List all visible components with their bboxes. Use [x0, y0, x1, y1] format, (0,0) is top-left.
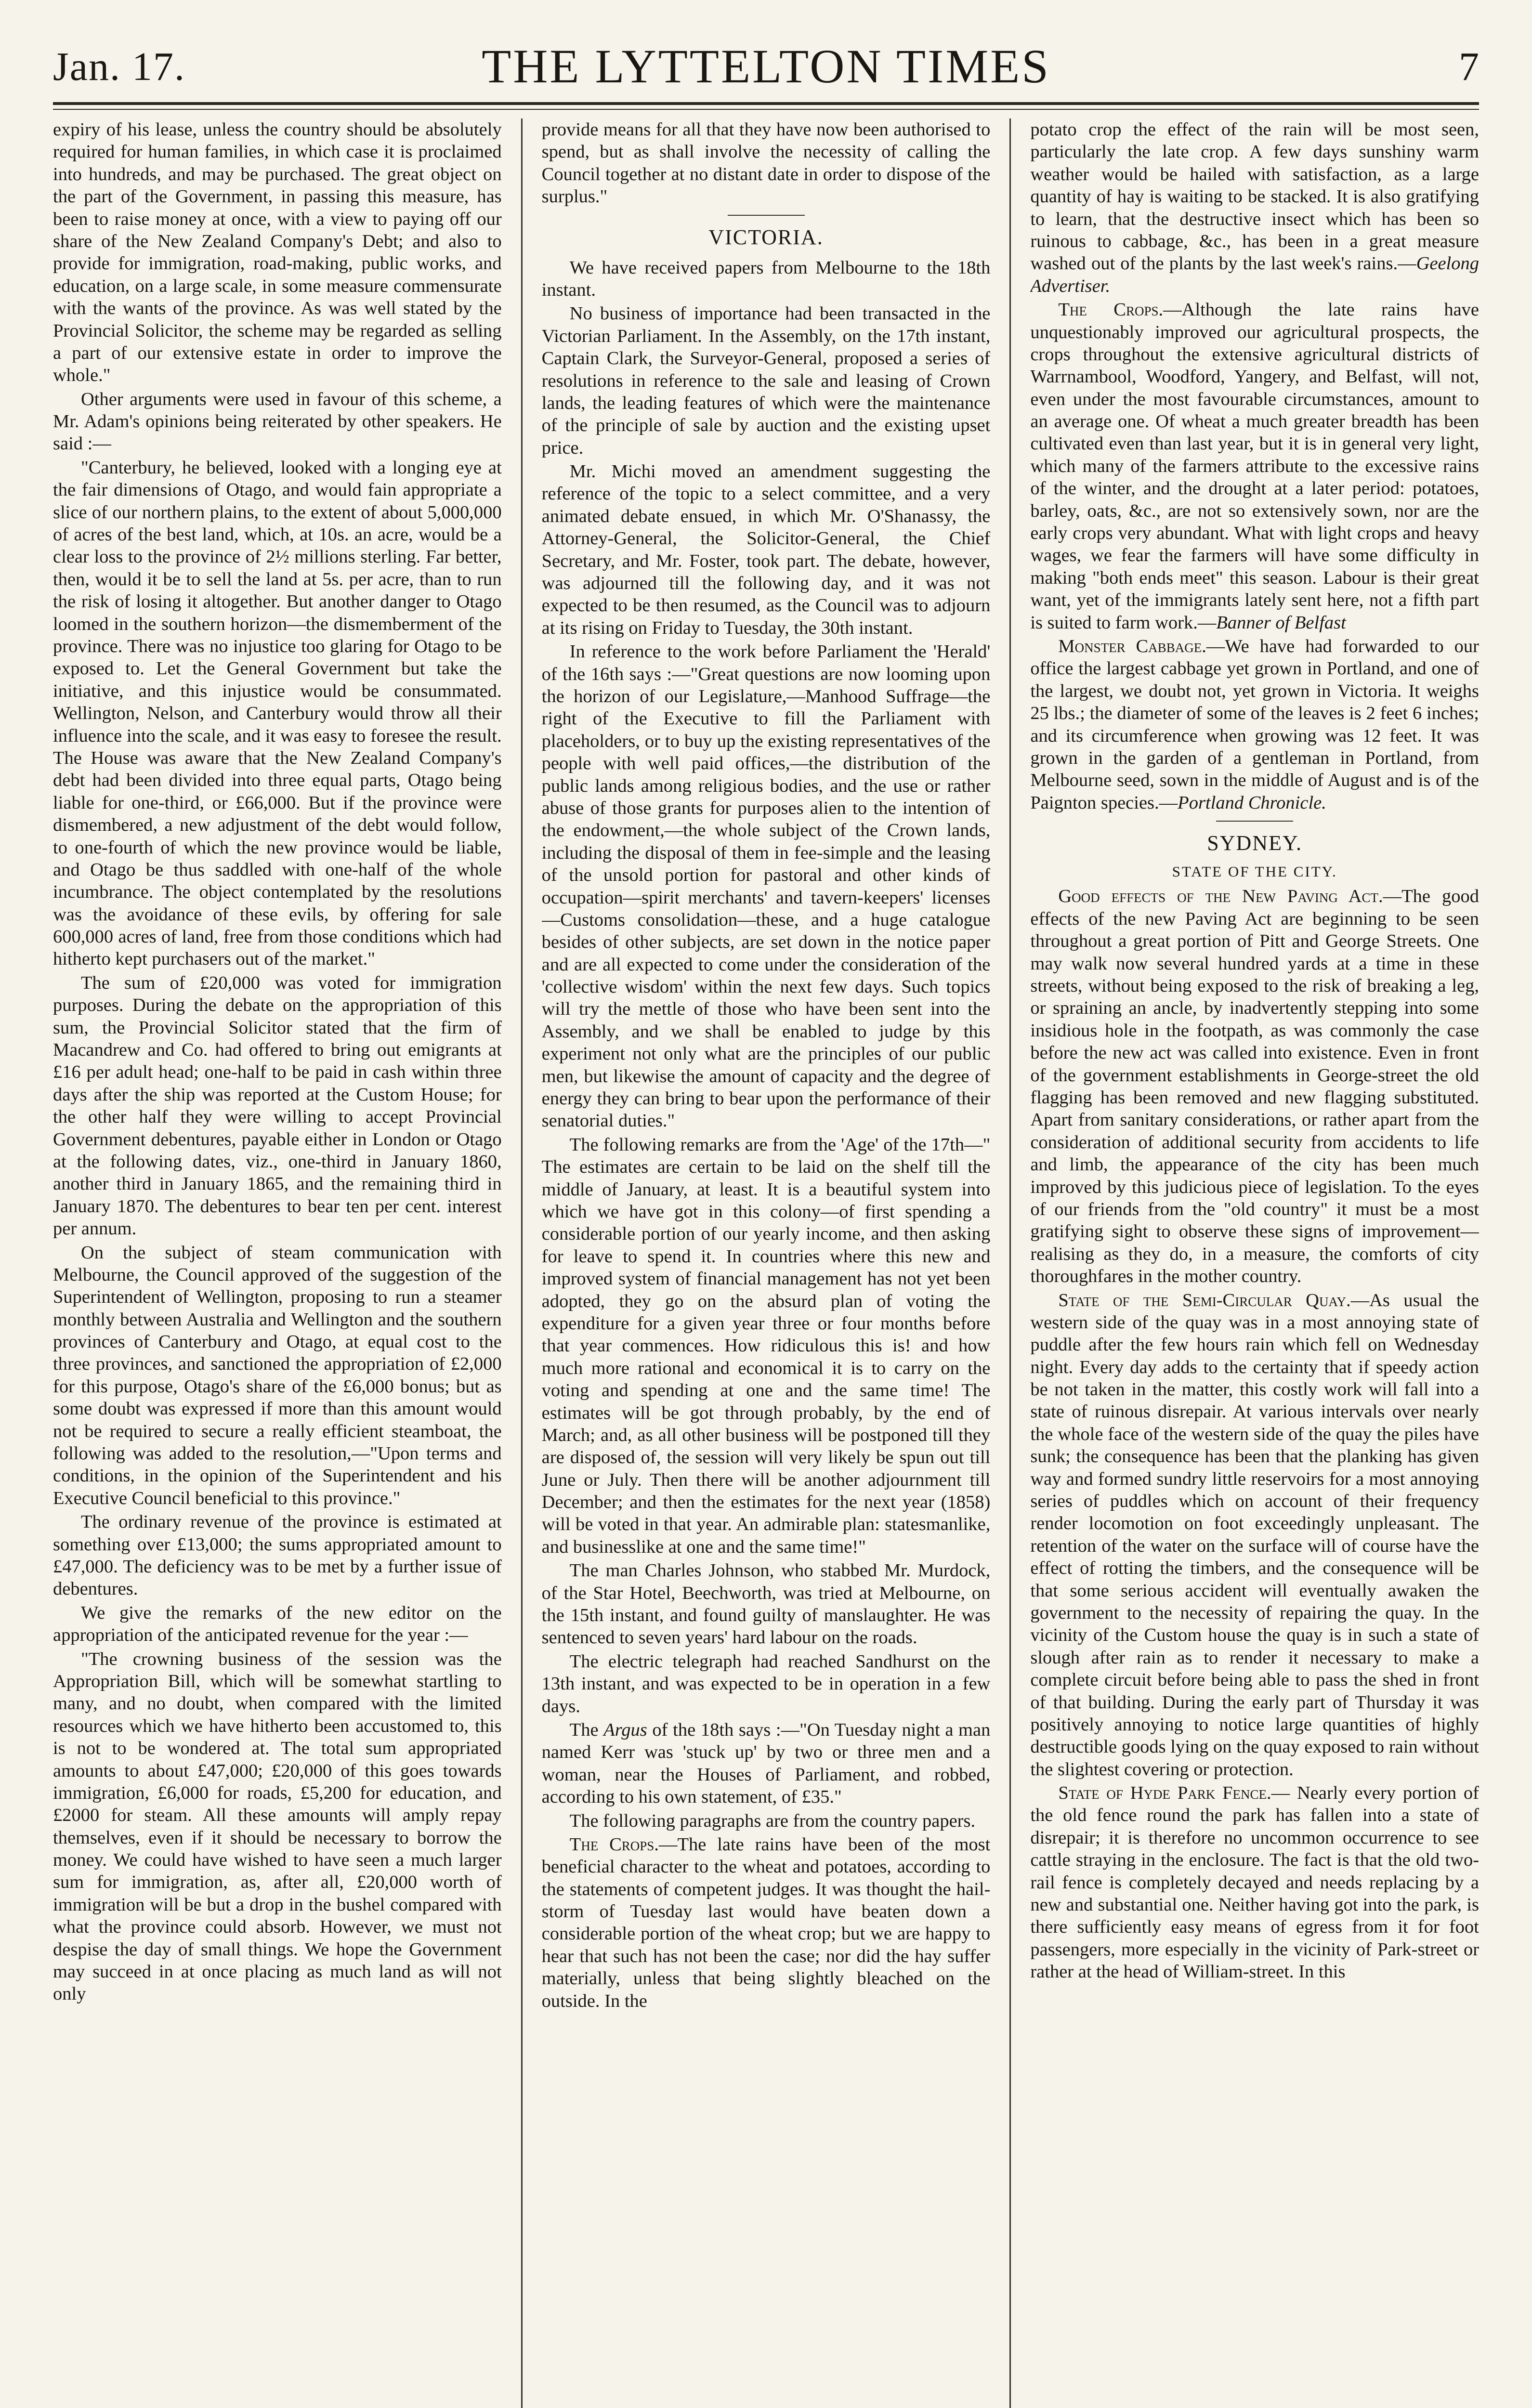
newspaper-name: Argus: [603, 1719, 647, 1740]
paragraph: Mr. Michi moved an amendment suggesting the reference of the topic to a select committee, and a very animated debate ensued, in which Mr. O'Shanassy, the Attorney-General, the Solicitor-General, the Chief Secretary, and Mr. Foster, took part. The debate, however, was adjourned till the following day, and it was not expected to be then resumed, as the Council was to adjourn at its rising on Friday to Tuesday, the 30th instant.: [541, 461, 991, 638]
paragraph: [542, 1719, 991, 1808]
masthead-rule-thick: [53, 102, 1479, 105]
column-2: [542, 118, 991, 2408]
text-run: —The late rains have been of the most beneficial character to the wheat and potatoes, according to the statements of competent judges. It was thought the hail-storm of Tuesday last would have beaten down a considerable portion of the wheat crop; but we are happy to hear that such has not been the case; nor did the hay suffer materially, unless that being slightly bleached on the outside. In the: [541, 1834, 991, 2011]
run-in-head: Good effects of the New Paving Act.: [1058, 886, 1383, 907]
paragraph: [542, 1833, 991, 2012]
paragraph: [1030, 1782, 1479, 1983]
paragraph: provide means for all that they have now been authorised to spend, but as shall involve the necessity of calling the Council together at no distant date in order to dispose of the surplus.": [541, 119, 991, 207]
paragraph: expiry of his lease, unless the country should be absolutely required for human families, in which case it is proclaimed into hundreds, and may be purchased. The great object on the part of the Government, in passing this measure, has been to raise money at once, with a view to paying off our share of the New Zealand Company's Debt; and also to provide for immigration, road-making, public works, and education, on a large scale, in some measure commensurate with the wants of the province. As was well stated by the Provincial Solicitor, the scheme may be regarded as selling a part of our extensive estate in order to improve the whole.": [53, 119, 502, 386]
column-1: [53, 118, 502, 2408]
paragraph: The ordinary revenue of the province is estimated at something over £13,000; the sums appropriated amount to £47,000. The deficiency was to be met by a further issue of debentures.: [53, 1512, 502, 1599]
text-run: potato crop the effect of the rain will be most seen, particularly the late crop. A few days sunshiny warm weather would be hailed with satisfaction, as a large quantity of hay is waiting to be stacked. It is also gratifying to learn, that the destructive insect which has been so ruinous to cabbage, &c., has been in a great measure washed out of the plants by the last week's rains.—: [1030, 119, 1480, 274]
run-in-head: State of the Semi-Circular Quay.: [1058, 1290, 1351, 1310]
article-columns: [53, 118, 1479, 2408]
paragraph: We have received papers from Melbourne to the 18th instant.: [541, 257, 991, 300]
column-3: [1030, 118, 1479, 2408]
paragraph: [1030, 118, 1479, 297]
source-credit: Geelong Advertiser.: [1030, 253, 1480, 296]
text-run: —Although the late rains have unquestionably improved our agricultural prospects, the crops throughout the extensive agricultural districts of Warrnambool, Woodford, Yangery, and Belfast, will not, even under the most favourable circumstances, amount to an average one. Of wheat a much greater breadth has been cultivated even than last year, but it is in general very light, which many of the farmers attribute to the excessive rains of the winter, and the drought at a later period: potatoes, barley, oats, &c., are not so extensively sown, nor are the early crops very abundant. What with light crops and heavy wages, we fear the farmers will have some difficulty in making "both ends meet" this season. Labour is their great want, yet of the immigrants lately sent here, not a fifth part is suited to farm work.—: [1030, 300, 1480, 633]
text-run: of the 18th says :—"On Tuesday night a man named Kerr was 'stuck up' by two or three men and a woman, near the Houses of Parliament, and robbed, according to his own statement, of £35.": [541, 1719, 991, 1807]
section-heading-victoria: VICTORIA.: [708, 225, 824, 249]
newspaper-title: THE LYTTELTON TIMES: [482, 39, 1050, 93]
paragraph: On the subject of steam communication with Melbourne, the Council approved of the suggestion of the Superintendent of Wellington, proposing to run a steamer monthly between Australia and Wellington and the southern provinces of Canterbury and Otago, at equal cost to the three provinces, and sanctioned the appropriation of £2,000 for this purpose, Otago's share of the £6,000 bonus; but as some doubt was expressed if more than this amount would not be required to secure a really efficient steamboat, the following was added to the resolution,—"Upon terms and conditions, in the opinion of the Superintendent and his Executive Council beneficial to this province.": [53, 1242, 502, 1508]
section-divider: [728, 215, 805, 216]
issue-date: Jan. 17.: [53, 44, 185, 89]
paragraph: The following paragraphs are from the country papers.: [569, 1810, 976, 1831]
column-divider: [521, 118, 523, 2408]
run-in-head: State of Hyde Park Fence.: [1058, 1783, 1271, 1804]
paragraph: Other arguments were used in favour of this scheme, a Mr. Adam's opinions being reiterated by other speakers. He said :—: [53, 389, 502, 454]
page-number: 7: [1459, 44, 1479, 89]
masthead-rule-thin: [53, 109, 1479, 110]
column-divider: [1009, 118, 1011, 2408]
paragraph: [1030, 635, 1479, 814]
quoted-paragraph: "Canterbury, he believed, looked with a longing eye at the fair dimensions of Otago, and would fain appropriate a slice of our northern plains, to the extent of about 5,000,000 of acres of the best land, which, at 10s. an acre, would be a clear loss to the province of 2½ millions sterling. Far better, then, would it be to sell the land at 5s. per acre, than to run the risk of losing it altogether. But another danger to Otago loomed in the southern horizon—the dismemberment of the province. There was no injustice too glaring for Otago to be exposed to. Let the General Government but take the initiative, and this injustice would be consummated. Wellington, Nelson, and Canterbury would throw all their influence into the scale, and it was easy to foresee the result. The House was aware that the New Zealand Company's debt had been divided into three equal parts, Otago being liable for one-third, or £66,000. But if the province were dismembered, a new adjustment of the debt would follow, to one-fourth of which the new province would be liable, and Otago be thus saddled with one-half of the whole incumbrance. The object contemplated by the resolutions was the avoidance of these evils, by offering for sale 600,000 acres of land, free from those conditions which had hitherto kept purchasers out of the market.": [53, 457, 502, 969]
paragraph: [1030, 299, 1479, 634]
section-heading-sydney: SYDNEY.: [1207, 831, 1303, 855]
text-run: —The good effects of the new Paving Act are beginning to be seen throughout a great portion of Pitt and George Streets. One may walk now several hundred yards at a time in these streets, without being exposed to the risk of breaking a leg, or spraining an ancle, by inadvertently stepping into some insidious hole in the footpath, as was commonly the case before the new act was called into existence. Even in front of the government establishments in George-street the old flagging has been removed and new flagging substituted. Apart from sanitary considerations, or rather apart from the consideration of additional security from accidents to life and limb, the appearance of the city has been much improved by this judicious piece of legislation. To the eyes of our friends from the "old country" it must be a most gratifying sight to observe these signs of improvement—realising as they do, in a measure, the comforts of city thoroughfares in the mother country.: [1030, 886, 1480, 1287]
masthead: [53, 39, 1479, 92]
text-run: —As usual the western side of the quay was in a most annoying state of puddle after the few hours rain which fell on Wednesday night. Every day adds to the certainty that if speedy action be not taken in the matter, this costly work will fall into a state of ruinous disrepair. At various intervals over nearly the whole face of the western side of the quay the piles have sunk; the consequence has been that the planking has given way and formed sundry little reservoirs for a most annoying series of puddles which on account of their frequency render locomotion on foot exceedingly unpleasant. The retention of the water on the surface will of course have the effect of rotting the timbers, and the consequence will be that some serious accident will eventually awaken the government to the necessity of repairing the quay. In the vicinity of the Custom house the quay is in such a state of slough after rain as to render it necessary to make a complete circuit before being able to pass the shed in front of that building. During the early part of Thursday it was positively annoying to notice large quantities of highly destructible goods lying on the quay exposed to rain without the slightest covering or protection.: [1030, 1290, 1480, 1780]
text-run: — Nearly every portion of the old fence round the park has fallen into a state of disrepair; it is therefore no uncommon occurrence to see cattle straying in the enclosure. The fact is that the old two-rail fence is completely decayed and needs replacing by a new and substantial one. Neither having got into the park, is there sufficiently easy means of egress from it for foot passengers, more especially in the vicinity of Park-street or rather at the head of William-street. In this: [1030, 1783, 1480, 1982]
run-in-head: The Crops.: [569, 1834, 659, 1855]
run-in-head: Monster Cabbage.: [1058, 636, 1206, 656]
paragraph: The man Charles Johnson, who stabbed Mr. Murdock, of the Star Hotel, Beechworth, was tried at Melbourne, on the 15th instant, and found guilty of manslaughter. He was sentenced to seven years' hard labour on the roads.: [541, 1560, 991, 1648]
paragraph: [1030, 885, 1479, 1287]
section-divider: [1216, 821, 1293, 822]
quoted-paragraph: "The crowning business of the session was the Appropriation Bill, which will be somewhat startling to many, and no doubt, when compared with the limited resources which we have hitherto been accustomed to, this is not to be wondered at. The total sum appropriated amounts to about £47,000; £20,000 of this goes towards immigration, £6,000 for roads, £5,200 for education, and £2000 for steam. All these amounts will amply repay themselves, even if it should be necessary to borrow the money. We could have wished to have seen a much larger sum for immigration, as, after all, £20,000 worth of immigration will be but a drop in the bushel compared with what the province could absorb. However, we must not despise the day of small things. We hope the Government may succeed in at once placing as much land as will not only: [53, 1649, 502, 2004]
text-run: —We have had forwarded to our office the largest cabbage yet grown in Portland, and one of the largest, we doubt not, yet grown in Victoria. It weighs 25 lbs.; the diameter of some of the leaves is 2 feet 6 inches; and its circumference when growing was 12 feet. It was grown in the garden of a gentleman in Portland, from Melbourne seed, sown in the middle of August and is of the Paignton species.—: [1030, 636, 1480, 813]
paragraph: We give the remarks of the new editor on the appropriation of the anticipated revenue for the year :—: [53, 1602, 502, 1646]
source-credit: Banner of Belfast: [1216, 612, 1346, 633]
text-run: The: [569, 1719, 604, 1740]
source-credit: Portland Chronicle.: [1178, 792, 1326, 813]
paragraph: The following remarks are from the 'Age' of the 17th—" The estimates are certain to be laid on the shelf till the middle of January, at least. It is a beautiful system into which we have got in this colony—of first spending a considerable portion of our yearly income, and then asking for leave to spend it. In countries where this new and improved system of financial management has not yet been adopted, they go on the absurd plan of voting the expenditure for a given year three or four months before that year commences. How ridiculous this is! and how much more rational and economical it is to carry on the voting and spending at one and the same time! The estimates will be got through probably, by the end of March; and, as all other business will be postponed till they are disposed of, the session will very likely be spun out till June or July. Then there will be another adjournment till December; and then the estimates for the next year (1858) will be voted in that year. An admirable plan: statesmanlike, and businesslike at one and the same time!": [541, 1134, 991, 1557]
paragraph: In reference to the work before Parliament the 'Herald' of the 16th says :—"Great questions are now looming upon the horizon of our Legislature,—Manhood Suffrage—the right of the Executive to fill the Parliament with placeholders, or to buy up the existing representatives of the people with well paid offices,—the distribution of the public lands among religious bodies, and the use or rather abuse of those grants for purposes alien to the intention of the endowment,—the whole subject of the Crown lands, including the disposal of them in fee-simple and the leasing of the unsold portion for pastoral and other kinds of occupation—spirit merchants' and tavern-keepers' licenses—Customs consolidation—these, and a huge catalogue besides of other subjects, are set down in the notice paper and are all expected to come under the consideration of the 'collective wisdom' within the next few days. Such topics will try the mettle of those who have been sent into the Assembly, and we shall be enabled to judge by this experiment not only what are the principles of our public men, but likewise the amount of capacity and the degree of energy they can bring to bear upon the performance of their senatorial duties.": [541, 641, 991, 1131]
paragraph: [1030, 1289, 1479, 1781]
paragraph: No business of importance had been transacted in the Victorian Parliament. In the Assembly, on the 17th instant, Captain Clark, the Surveyor-General, proposed a series of resolutions in reference to the sale and leasing of Crown lands, the leading features of which were the maintenance of the principle of sale by auction and the existing upset price.: [541, 303, 991, 458]
paragraph: The sum of £20,000 was voted for immigration purposes. During the debate on the appropriation of this sum, the Provincial Solicitor stated that the firm of Macandrew and Co. had offered to bring out emigrants at £16 per adult head; one-half to be paid in cash within three days after the ship was reported at the Custom House; for the other half they were willing to accept Provincial Government debentures, payable either in London or Otago at the following dates, viz., one-third in January 1860, another third in January 1865, and the remaining third in January 1870. The debentures to bear ten per cent. interest per annum.: [53, 972, 502, 1239]
paragraph: The electric telegraph had reached Sandhurst on the 13th instant, and was expected to be in operation in a few days.: [541, 1651, 991, 1716]
section-subheading: STATE OF THE CITY.: [1172, 863, 1337, 880]
run-in-head: The Crops.: [1058, 300, 1164, 320]
